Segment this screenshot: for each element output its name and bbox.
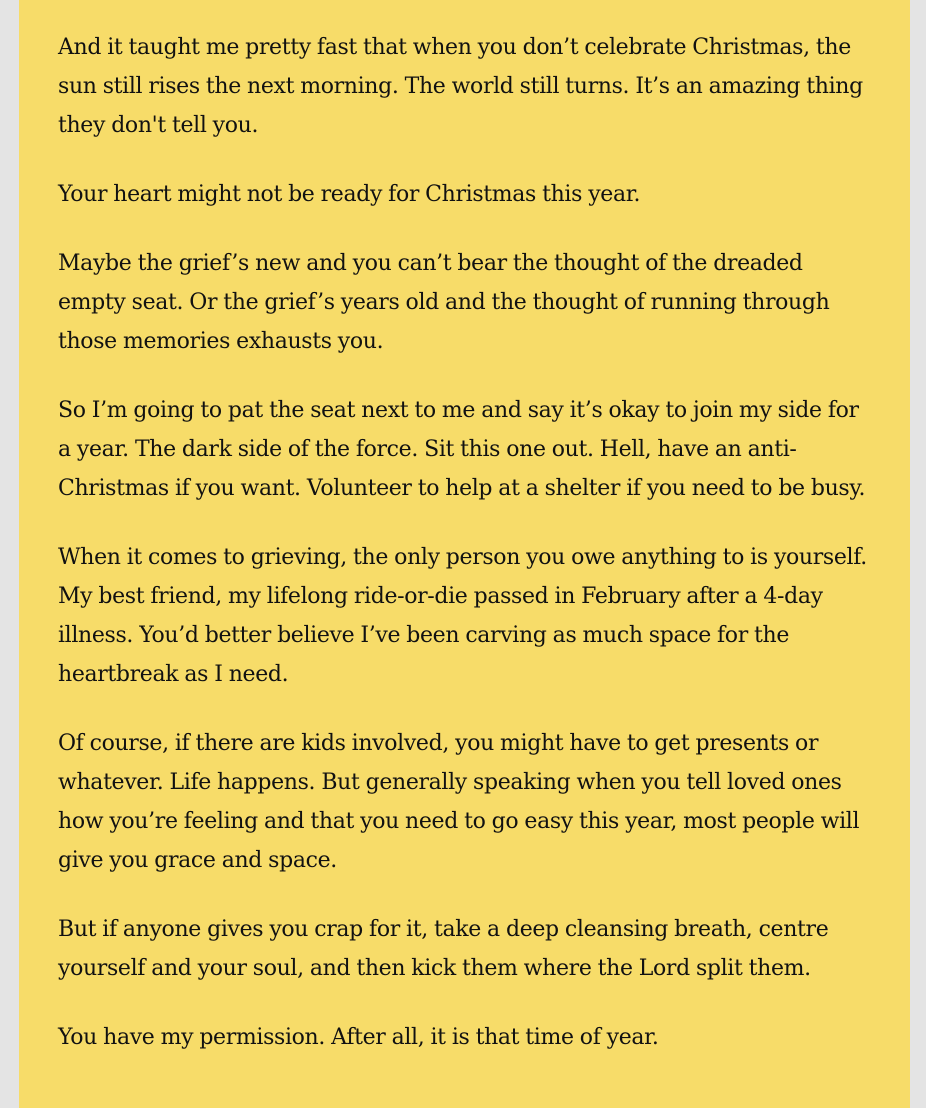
article-paragraph: Maybe the grief’s new and you can’t bear the thought of the dreaded empty seat. Or the grief’s years old and the thought of running through those memories exhausts you.: [58, 251, 830, 354]
article-paragraph: Your heart might not be ready for Christmas this year.: [58, 182, 641, 207]
article-paragraph: You have my permission. After all, it is that time of year.: [58, 1025, 659, 1050]
article-paragraph: But if anyone gives you crap for it, take a deep cleansing breath, centre yourself and your soul, and then kick them where the Lord split them.: [58, 917, 829, 981]
article-panel: [19, 0, 910, 1108]
article-paragraph: So I’m going to pat the seat next to me and say it’s okay to join my side for a year. The dark side of the force. Sit this one out. Hell, have an anti-Christmas if you want. Volunteer to help at a shelter if you need to be busy.: [58, 398, 866, 501]
article-paragraph: Of course, if there are kids involved, you might have to get presents or whatever. Life happens. But generally speaking when you tell loved ones how you’re feeling and that you need to go easy this year, most people will give you grace and space.: [58, 731, 860, 873]
article-paragraph: When it comes to grieving, the only person you owe anything to is yourself. My best friend, my lifelong ride-or-die passed in February after a 4-day illness. You’d better believe I’ve been carving as much space for the heartbreak as I need.: [58, 545, 867, 687]
article-paragraph: And it taught me pretty fast that when you don’t celebrate Christmas, the sun still rises the next morning. The world still turns. It’s an amazing thing they don't tell you.: [58, 35, 863, 138]
